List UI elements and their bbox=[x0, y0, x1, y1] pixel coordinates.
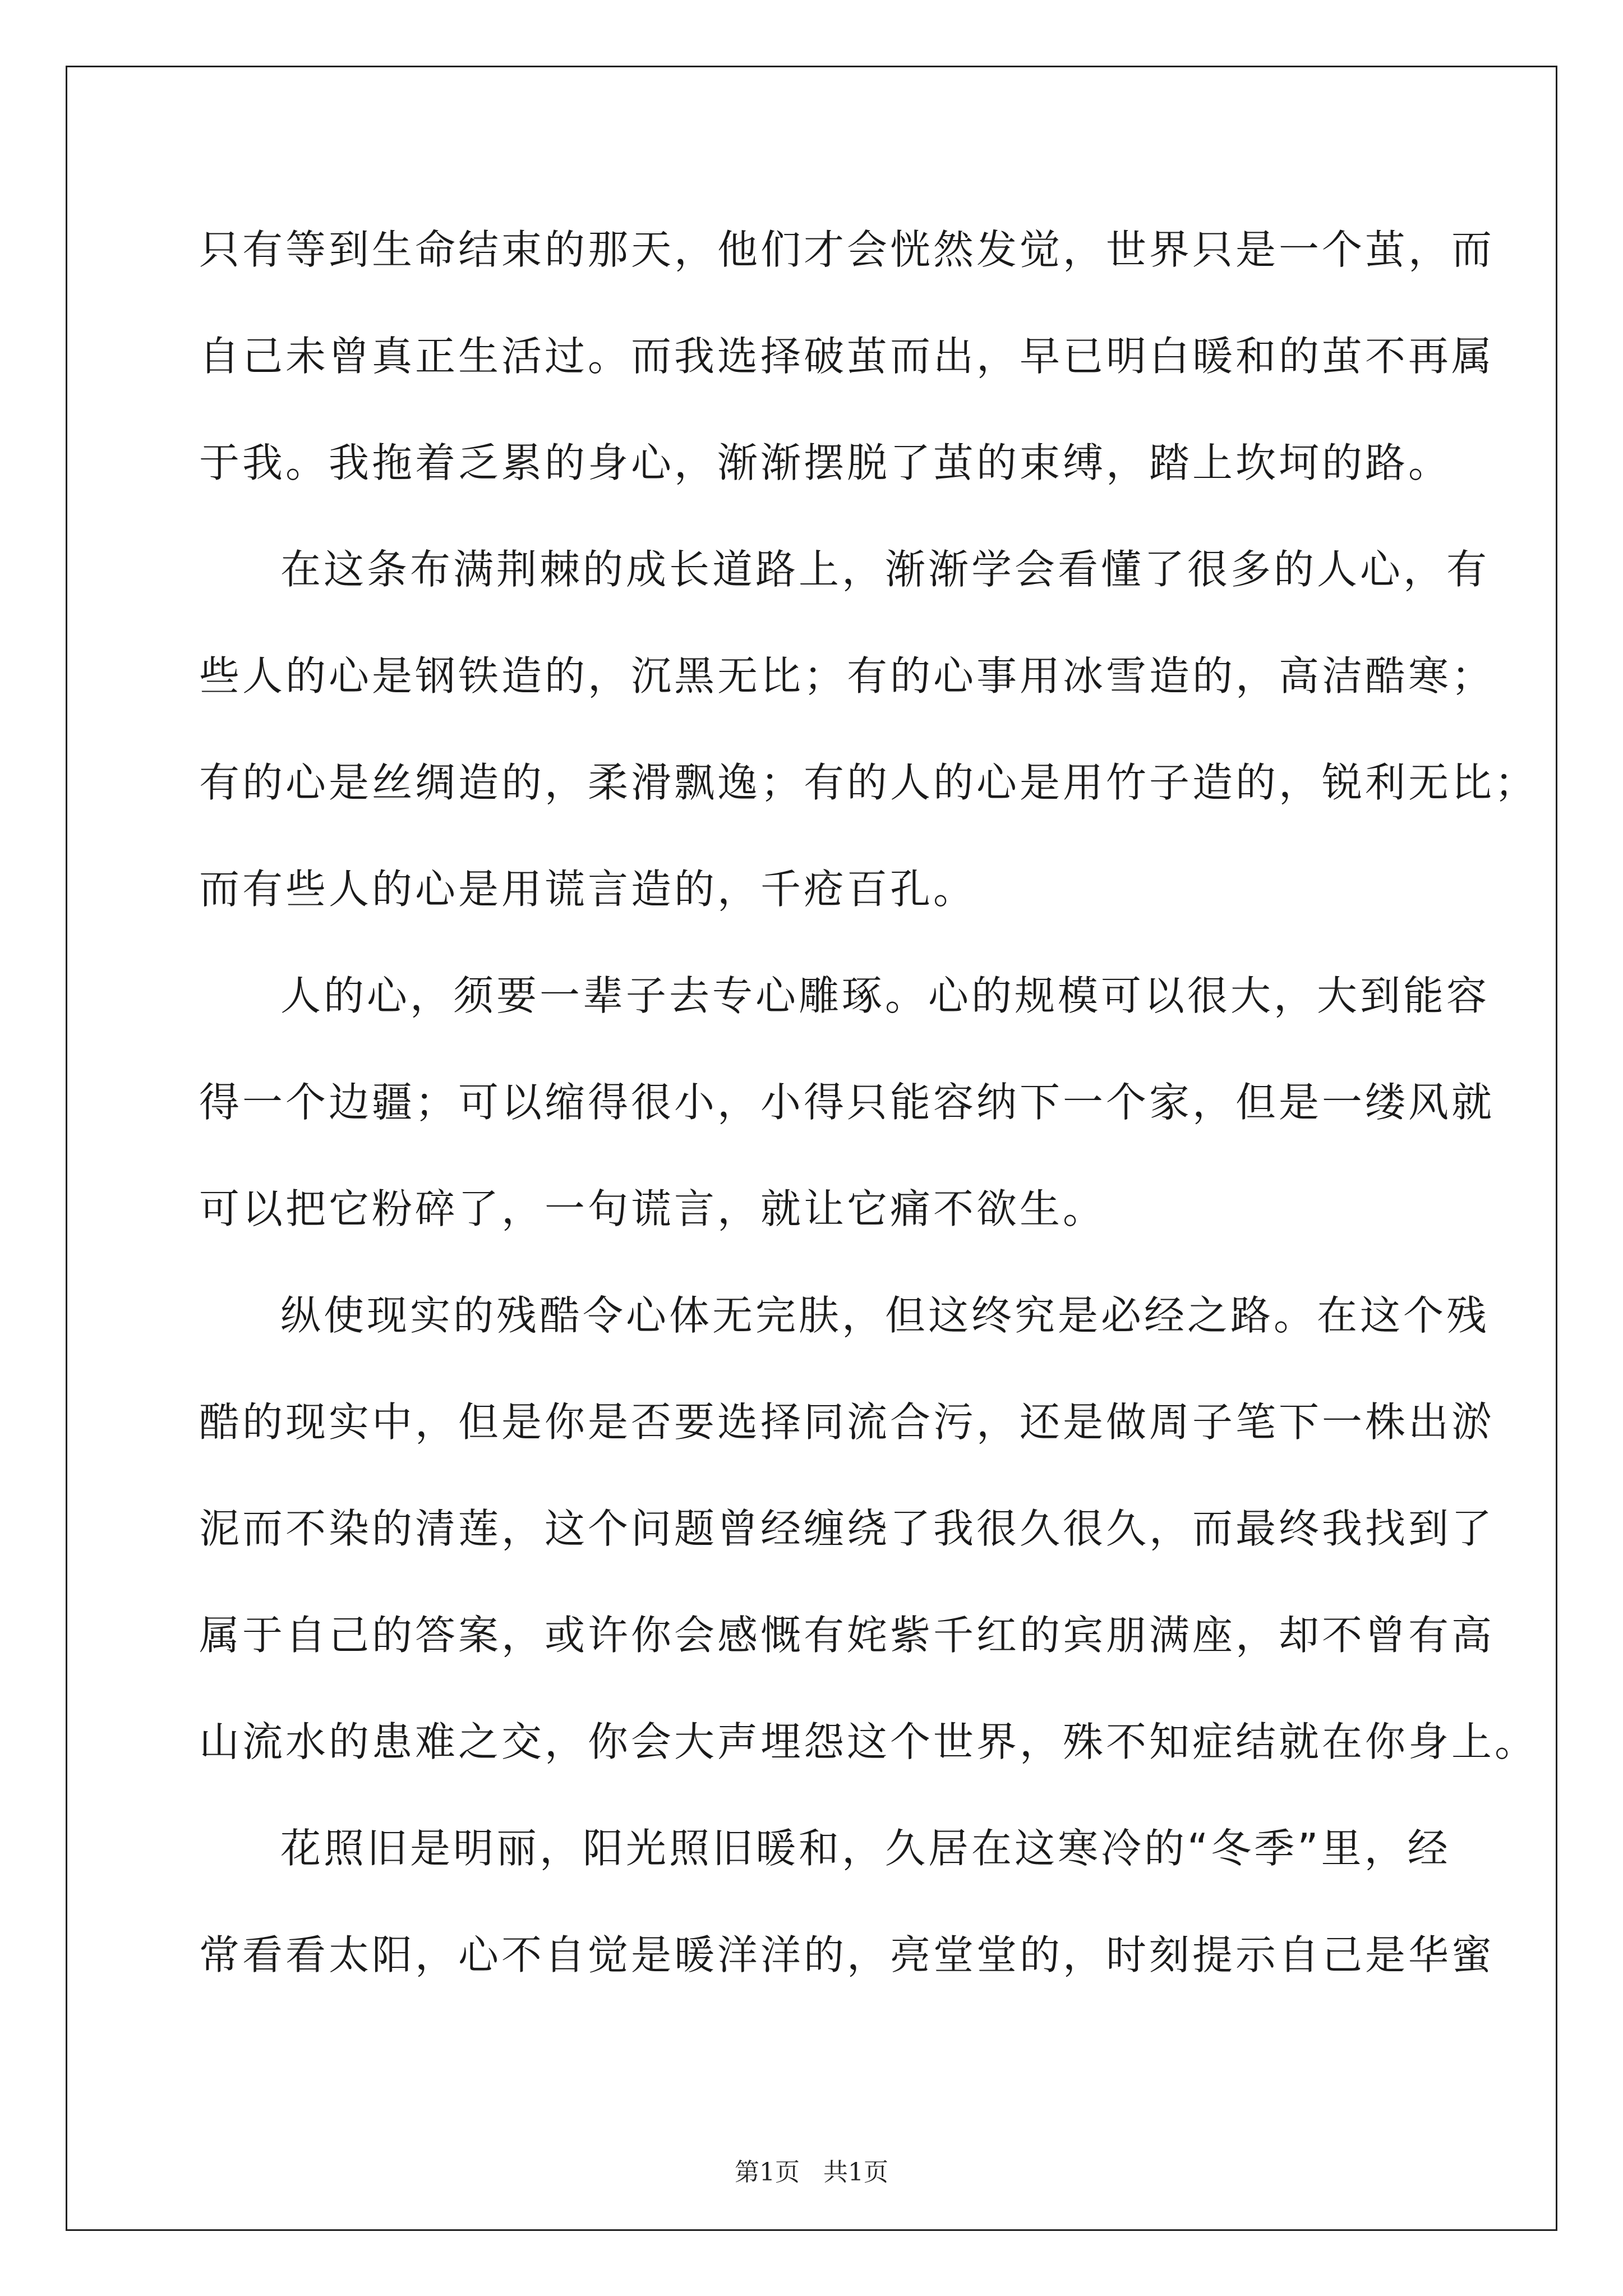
text-line: 酷的现实中，但是你是否要选择同流合污，还是做周子笔下一株出淤 bbox=[199, 1398, 1495, 1446]
text-line: 属于自己的答案，或许你会感慨有姹紫千红的宾朋满座，却不曾有高 bbox=[199, 1612, 1495, 1659]
text-line: 山流水的患难之交，你会大声埋怨这个世界，殊不知症结就在你身上。 bbox=[199, 1718, 1538, 1765]
page-number-footer: 第1页 共1页 bbox=[735, 2158, 888, 2187]
text-line: 于我。我拖着乏累的身心，渐渐摆脱了茧的束缚，踏上坎坷的路。 bbox=[199, 439, 1452, 486]
text-line: 而有些人的心是用谎言造的，千疮百孔。 bbox=[199, 866, 977, 913]
text-line: 有的心是丝绸造的，柔滑飘逸；有的人的心是用竹子造的，锐利无比； bbox=[199, 759, 1538, 806]
paragraph-first-line: 花照旧是明丽，阳光照旧暖和，久居在这寒冷的“冬季”里，经 bbox=[280, 1825, 1451, 1872]
paragraph-first-line: 纵使现实的残酷令心体无完肤，但这终究是必经之路。在这个残 bbox=[280, 1292, 1490, 1339]
page-border bbox=[66, 66, 1557, 2231]
paragraph-first-line: 在这条布满荆棘的成长道路上，渐渐学会看懂了很多的人心，有 bbox=[280, 546, 1490, 593]
text-line: 些人的心是钢铁造的，沉黑无比；有的心事用冰雪造的，高洁酷寒； bbox=[199, 652, 1495, 700]
text-line: 只有等到生命结束的那天，他们才会恍然发觉，世界只是一个茧，而 bbox=[199, 226, 1495, 273]
paragraph-first-line: 人的心，须要一辈子去专心雕琢。心的规模可以很大，大到能容 bbox=[280, 972, 1490, 1019]
text-line: 得一个边疆；可以缩得很小，小得只能容纳下一个家，但是一缕风就 bbox=[199, 1079, 1495, 1126]
text-line: 自己未曾真正生活过。而我选择破茧而出，早已明白暖和的茧不再属 bbox=[199, 333, 1495, 380]
text-line: 常看看太阳，心不自觉是暖洋洋的，亮堂堂的，时刻提示自己是华蜜 bbox=[199, 1931, 1495, 1978]
text-line: 泥而不染的清莲，这个问题曾经缠绕了我很久很久，而最终我找到了 bbox=[199, 1505, 1495, 1552]
text-line: 可以把它粉碎了，一句谎言，就让它痛不欲生。 bbox=[199, 1185, 1106, 1232]
